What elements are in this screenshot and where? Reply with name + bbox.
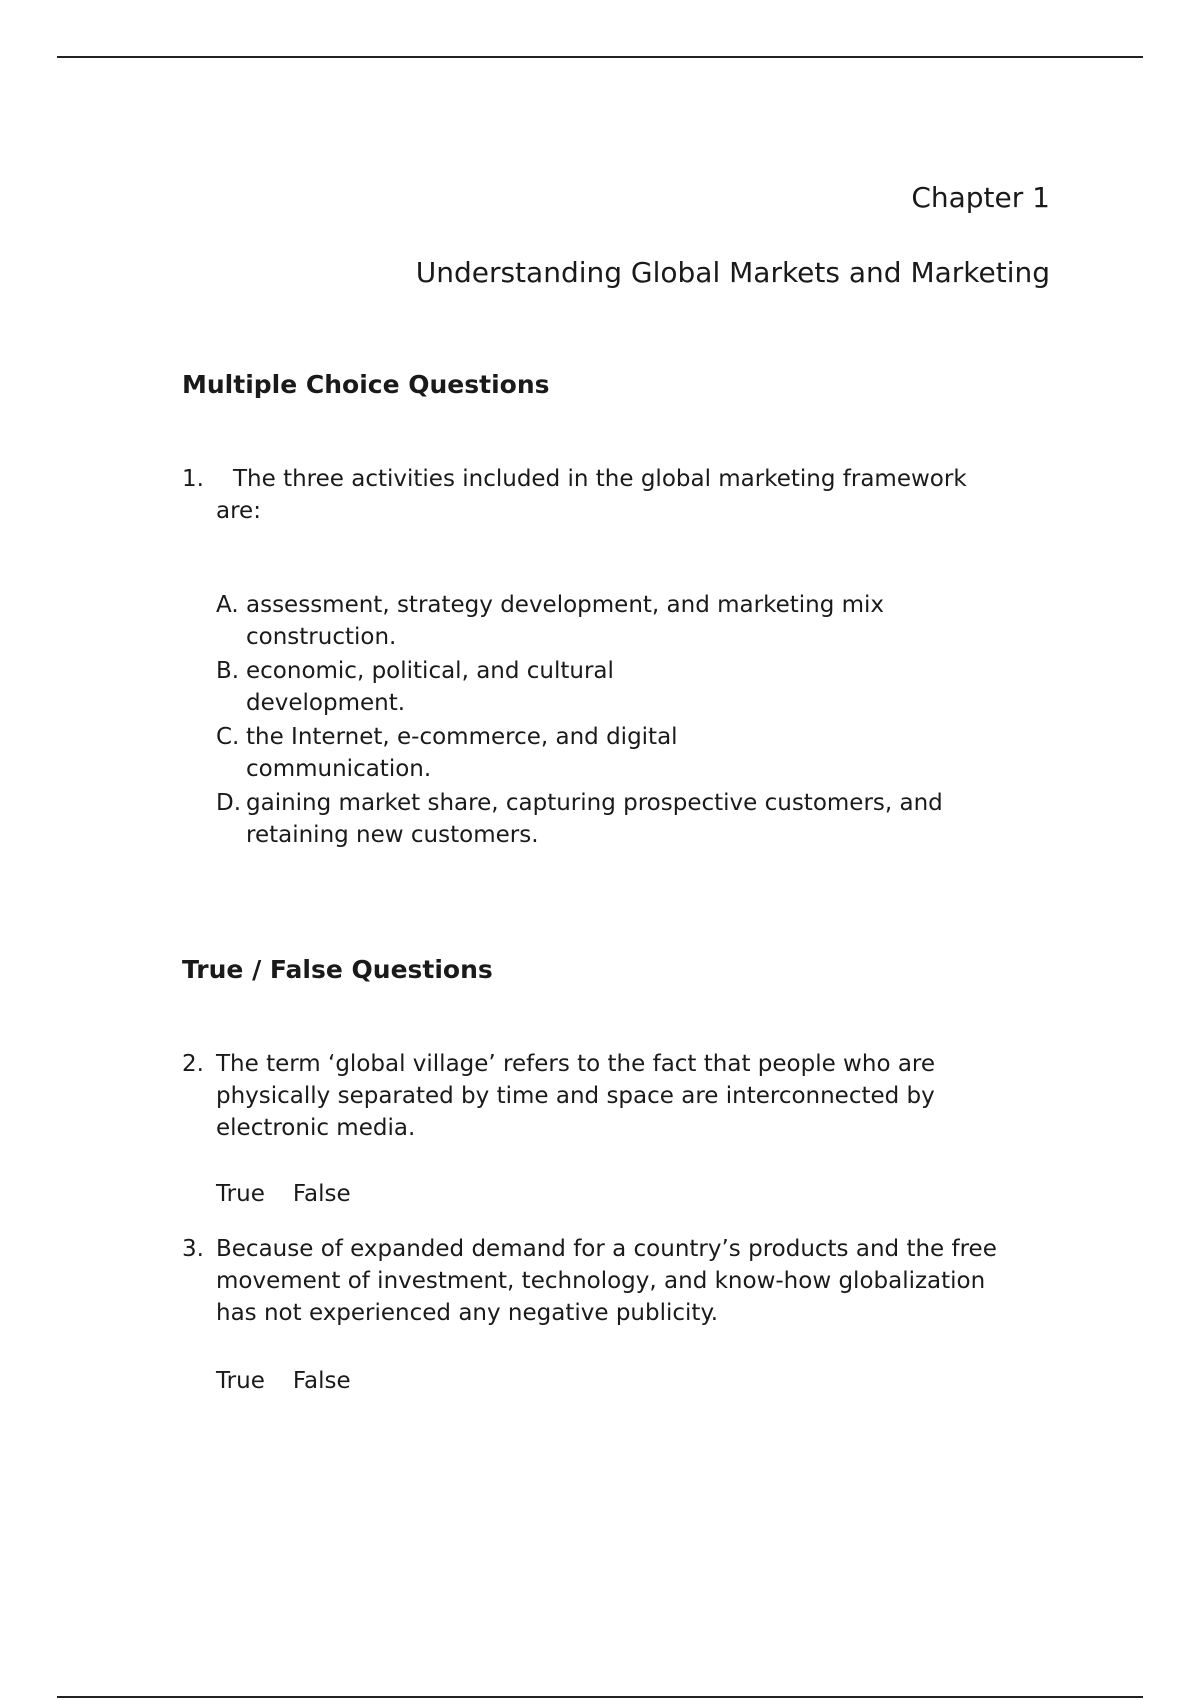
option-b[interactable]	[216, 655, 943, 719]
bottom-rule	[57, 1696, 1143, 1698]
false-option[interactable]: False	[292, 1368, 351, 1394]
question-text-line: physically separated by time and space are interconnected by	[216, 1083, 935, 1109]
option-d[interactable]	[216, 787, 943, 851]
question-text-line: electronic media.	[216, 1115, 416, 1141]
question-number: 3.	[182, 1236, 204, 1262]
question-2	[182, 1048, 1062, 1144]
option-letter: B.	[216, 658, 240, 684]
question-text-line: has not experienced any negative publicity.	[216, 1300, 719, 1326]
true-false-heading: True / False Questions	[182, 955, 493, 984]
question-2-answers	[216, 1178, 379, 1210]
option-a[interactable]	[216, 589, 943, 653]
question-text-line: movement of investment, technology, and know-how globalization	[216, 1268, 986, 1294]
question-text-line: Because of expanded demand for a country’s products and the free	[216, 1236, 997, 1262]
option-text-line: economic, political, and cultural	[246, 658, 614, 684]
option-text-line: development.	[246, 690, 406, 716]
chapter-label: Chapter 1	[911, 181, 1050, 214]
question-3-answers	[216, 1365, 379, 1397]
top-rule	[57, 56, 1143, 58]
question-number: 1.	[182, 466, 204, 492]
true-option[interactable]: True	[216, 1368, 265, 1394]
option-letter: D.	[216, 790, 242, 816]
option-letter: C.	[216, 724, 240, 750]
question-text-line: The term ‘global village’ refers to the fact that people who are	[216, 1051, 936, 1077]
option-text-line: retaining new customers.	[246, 822, 539, 848]
true-option[interactable]: True	[216, 1181, 265, 1207]
option-text-line: assessment, strategy development, and marketing mix	[246, 592, 885, 618]
option-c[interactable]	[216, 721, 943, 785]
question-text-line: The three activities included in the global marketing framework	[233, 466, 967, 492]
option-letter: A.	[216, 592, 239, 618]
option-text-line: gaining market share, capturing prospective customers, and	[246, 790, 943, 816]
option-text-line: the Internet, e-commerce, and digital	[246, 724, 678, 750]
question-1	[182, 463, 1062, 527]
multiple-choice-heading: Multiple Choice Questions	[182, 370, 550, 399]
false-option[interactable]: False	[292, 1181, 351, 1207]
question-number: 2.	[182, 1051, 204, 1077]
question-3	[182, 1233, 1062, 1329]
chapter-title: Understanding Global Markets and Marketing	[415, 256, 1050, 289]
question-text-line: are:	[216, 498, 261, 524]
option-text-line: communication.	[246, 756, 432, 782]
option-text-line: construction.	[246, 624, 397, 650]
question-1-options	[216, 589, 943, 853]
